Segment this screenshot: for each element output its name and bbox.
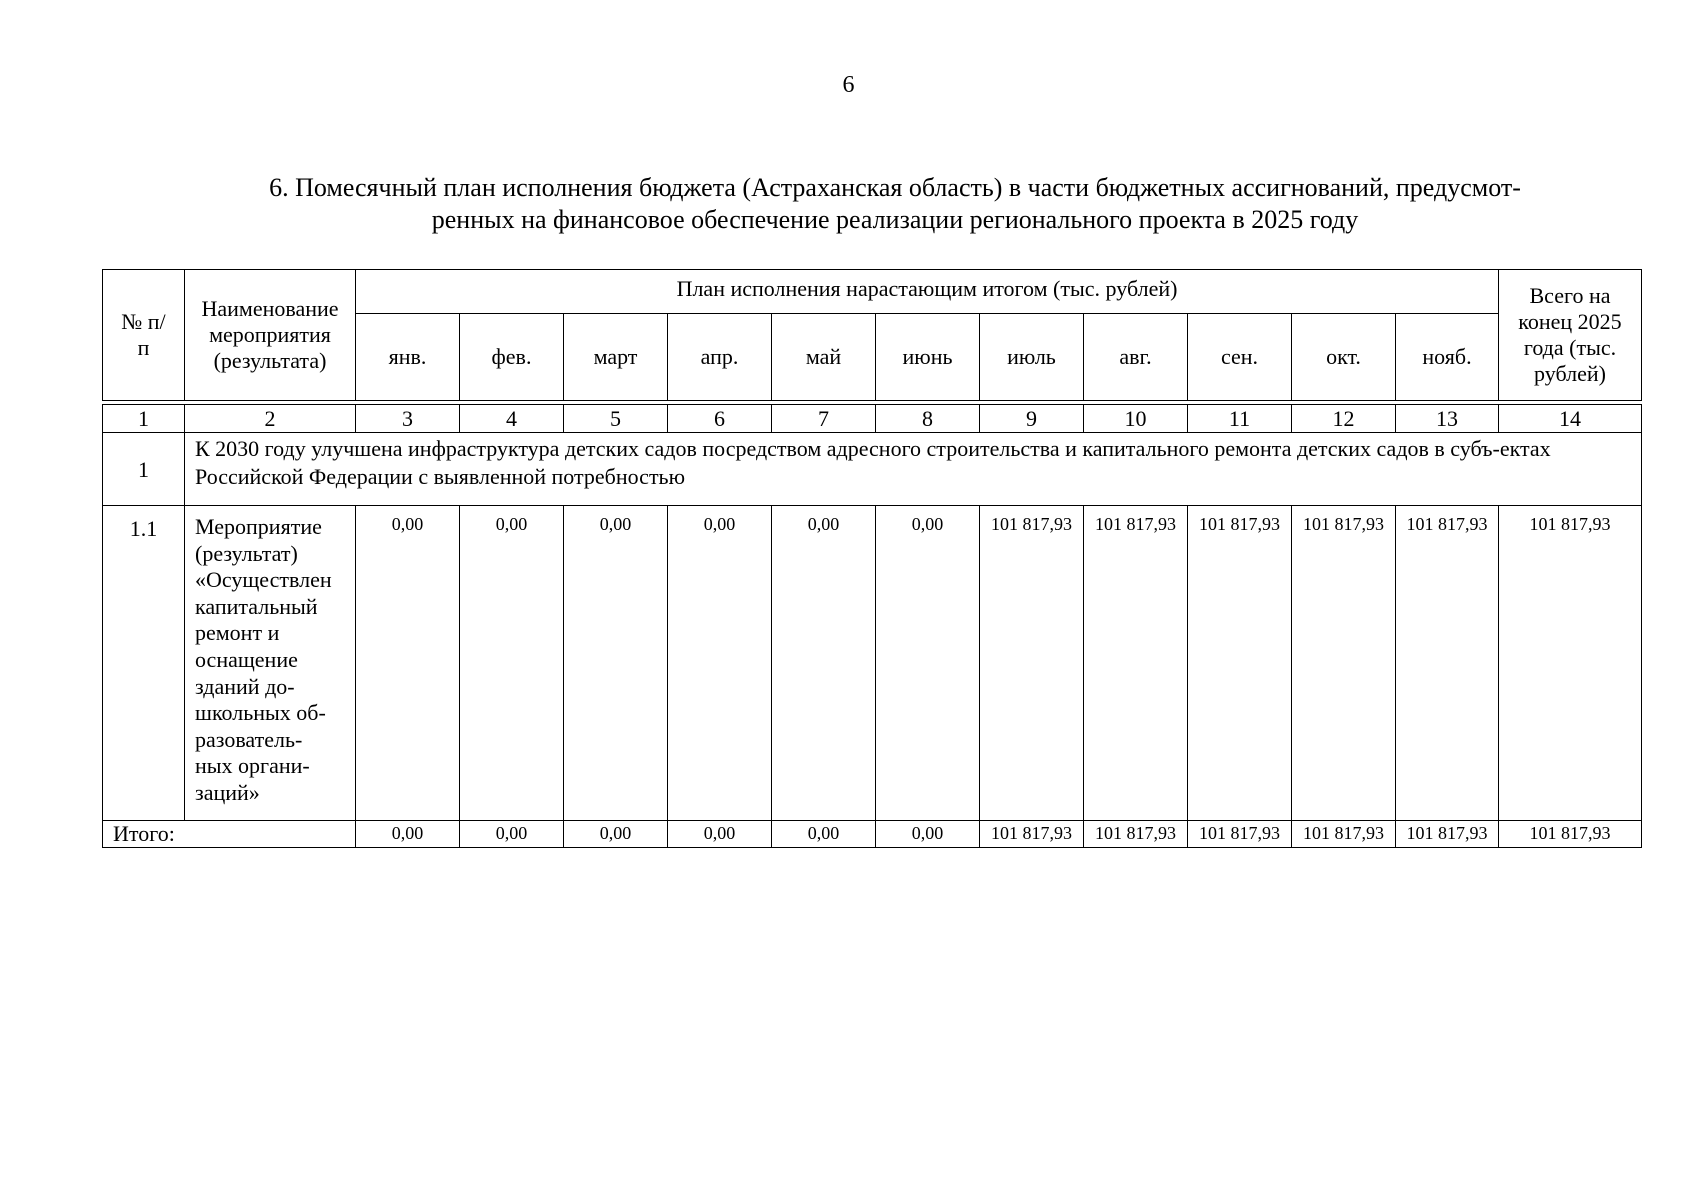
totals-value: 0,00 bbox=[772, 821, 876, 848]
totals-grand-total: 101 817,93 bbox=[1499, 821, 1642, 848]
column-number: 13 bbox=[1396, 405, 1499, 433]
row-name-line: Мероприятие bbox=[195, 514, 322, 539]
column-number: 9 bbox=[980, 405, 1084, 433]
column-number: 12 bbox=[1292, 405, 1396, 433]
row-number: 1.1 bbox=[103, 506, 185, 821]
row-value: 0,00 bbox=[772, 506, 876, 821]
row-value: 101 817,93 bbox=[980, 506, 1084, 821]
header-plan: План исполнения нарастающим итогом (тыс. рублей) bbox=[356, 270, 1499, 314]
row-name-line: зданий до- bbox=[195, 673, 295, 699]
row-name-line: оснащение bbox=[195, 646, 298, 672]
row-value: 0,00 bbox=[356, 506, 460, 821]
month-header: июнь bbox=[876, 314, 980, 401]
row-name bbox=[185, 506, 356, 821]
row-name-line: заций» bbox=[195, 779, 260, 805]
totals-value: 101 817,93 bbox=[1396, 821, 1499, 848]
totals-row bbox=[103, 821, 1642, 848]
row-value: 0,00 bbox=[460, 506, 564, 821]
row-value: 0,00 bbox=[668, 506, 772, 821]
row-value: 101 817,93 bbox=[1396, 506, 1499, 821]
row-name-line: капитальный bbox=[195, 593, 318, 619]
month-header: нояб. bbox=[1396, 314, 1499, 401]
month-header: март bbox=[564, 314, 668, 401]
totals-value: 101 817,93 bbox=[1188, 821, 1292, 848]
goal-text: К 2030 году улучшена инфраструктура детских садов посредством адресного строительства и капитального ремонта детских садов в субъ-ектах Российской Федерации с выявленной потребностью bbox=[185, 433, 1642, 506]
document-title-line-1: 6. Помесячный план исполнения бюджета (Астраханская область) в части бюджетных ассигнований, предусмот- bbox=[269, 173, 1521, 202]
month-header: май bbox=[772, 314, 876, 401]
row-value: 0,00 bbox=[564, 506, 668, 821]
month-header: окт. bbox=[1292, 314, 1396, 401]
month-header: сен. bbox=[1188, 314, 1292, 401]
column-number: 1 bbox=[103, 405, 185, 433]
totals-value: 101 817,93 bbox=[980, 821, 1084, 848]
row-name-line: разователь- bbox=[195, 726, 303, 752]
column-number: 5 bbox=[564, 405, 668, 433]
totals-value: 0,00 bbox=[564, 821, 668, 848]
row-value: 101 817,93 bbox=[1084, 506, 1188, 821]
month-header: янв. bbox=[356, 314, 460, 401]
row-name-line: ремонт и bbox=[195, 620, 280, 646]
table-row bbox=[103, 506, 1642, 821]
totals-value: 0,00 bbox=[460, 821, 564, 848]
totals-value: 0,00 bbox=[668, 821, 772, 848]
column-number: 2 bbox=[185, 405, 356, 433]
column-number: 6 bbox=[668, 405, 772, 433]
column-number: 4 bbox=[460, 405, 564, 433]
goal-number: 1 bbox=[103, 433, 185, 506]
row-name-line: ных органи- bbox=[195, 753, 310, 779]
row-value: 0,00 bbox=[876, 506, 980, 821]
budget-plan-table bbox=[102, 269, 1642, 848]
page-number: 6 bbox=[842, 72, 855, 98]
row-name-line: школьных об- bbox=[195, 700, 326, 726]
header-total: Всего на конец 2025 года (тыс. рублей) bbox=[1499, 270, 1642, 401]
column-number: 11 bbox=[1188, 405, 1292, 433]
row-value: 101 817,93 bbox=[1188, 506, 1292, 821]
document-title bbox=[185, 172, 1605, 236]
column-number: 3 bbox=[356, 405, 460, 433]
goal-row bbox=[103, 433, 1642, 506]
totals-value: 101 817,93 bbox=[1292, 821, 1396, 848]
header-num: № п/п bbox=[103, 270, 185, 401]
month-header: авг. bbox=[1084, 314, 1188, 401]
column-number: 7 bbox=[772, 405, 876, 433]
document-title-line-2: ренных на финансовое обеспечение реализации регионального проекта в 2025 году bbox=[431, 205, 1359, 234]
column-number: 10 bbox=[1084, 405, 1188, 433]
row-name-line: «Осуществлен bbox=[195, 567, 332, 593]
header-name: Наименование мероприятия (результата) bbox=[185, 270, 356, 401]
row-total: 101 817,93 bbox=[1499, 506, 1642, 821]
totals-label: Итого: bbox=[103, 821, 356, 848]
column-number: 14 bbox=[1499, 405, 1642, 433]
totals-value: 0,00 bbox=[356, 821, 460, 848]
month-header: июль bbox=[980, 314, 1084, 401]
month-header: фев. bbox=[460, 314, 564, 401]
totals-value: 0,00 bbox=[876, 821, 980, 848]
column-number-row bbox=[103, 405, 1642, 433]
month-header: апр. bbox=[668, 314, 772, 401]
row-value: 101 817,93 bbox=[1292, 506, 1396, 821]
column-number: 8 bbox=[876, 405, 980, 433]
row-name-line: (результат) bbox=[195, 540, 298, 566]
totals-value: 101 817,93 bbox=[1084, 821, 1188, 848]
